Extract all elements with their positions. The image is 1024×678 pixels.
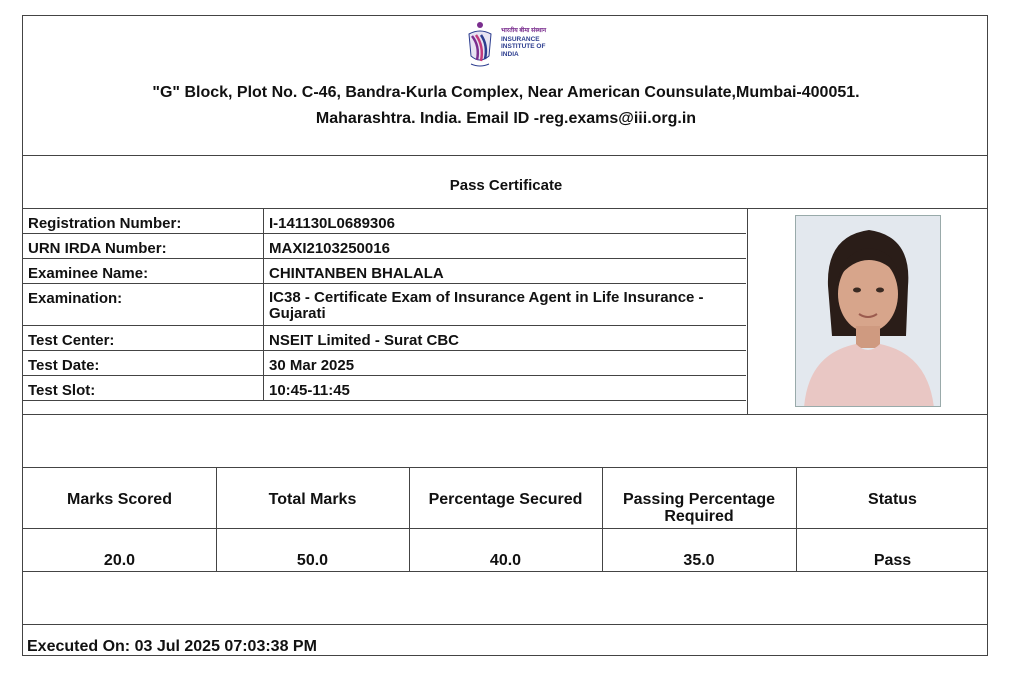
urn-irda-number-value: MAXI2103250016 <box>269 240 390 257</box>
status-value: Pass <box>873 552 912 569</box>
divider <box>23 208 987 209</box>
details-column-divider <box>263 208 264 400</box>
insurance-institute-logo-icon <box>463 20 499 72</box>
examination-value: IC38 - Certificate Exam of Insurance Agent in Life Insurance - Gujarati <box>269 289 704 322</box>
certificate-frame <box>22 15 988 656</box>
logo-hindi: भारतीय बीमा संस्थान <box>501 28 547 34</box>
details-row-divider <box>23 325 746 326</box>
total-marks-value: 50.0 <box>296 552 329 569</box>
examination-label: Examination: <box>28 290 123 307</box>
percentage-secured-value: 40.0 <box>489 552 522 569</box>
marks-scored-header: Marks Scored <box>67 491 172 508</box>
divider <box>23 624 987 625</box>
percentage-secured-header: Percentage Secured <box>428 491 583 508</box>
test-slot-label: Test Slot: <box>28 382 96 399</box>
logo-line-3: INDIA <box>501 50 519 58</box>
marks-scored-value: 20.0 <box>103 552 136 569</box>
details-row-divider <box>23 283 746 284</box>
examinee-portrait-icon <box>796 216 941 407</box>
details-row-divider <box>23 375 746 376</box>
passing-percentage-header: Passing Percentage Required <box>622 491 776 525</box>
examinee-name-label: Examinee Name: <box>28 265 149 282</box>
divider <box>23 414 987 415</box>
test-slot-value: 10:45-11:45 <box>269 382 350 399</box>
address-line-2: Maharashtra. India. Email ID -reg.exams@iii.org.in <box>315 110 697 127</box>
photo-column-divider <box>747 208 748 414</box>
test-date-label: Test Date: <box>28 357 100 374</box>
logo-line-2: INSTITUTE OF <box>501 43 546 50</box>
passing-percentage-value: 35.0 <box>683 552 715 569</box>
divider <box>23 467 987 468</box>
test-date-value: 30 Mar 2025 <box>269 357 355 374</box>
results-row-divider <box>23 528 987 529</box>
status-header: Status <box>868 491 917 508</box>
total-marks-header: Total Marks <box>268 491 357 508</box>
registration-number-value: I-141130L0689306 <box>269 215 395 232</box>
institute-logo <box>463 20 553 72</box>
certificate-title: Pass Certificate <box>449 177 563 194</box>
logo-text <box>501 28 546 58</box>
test-center-value: NSEIT Limited - Surat CBC <box>269 332 460 349</box>
details-row-divider <box>23 350 746 351</box>
registration-number-label: Registration Number: <box>28 215 182 232</box>
address-line-1: "G" Block, Plot No. C-46, Bandra-Kurla Complex, Near American Counsulate,Mumbai-400051. <box>152 84 860 101</box>
test-center-label: Test Center: <box>28 332 115 349</box>
examinee-name-value: CHINTANBEN BHALALA <box>269 265 444 282</box>
urn-irda-number-label: URN IRDA Number: <box>28 240 167 257</box>
details-row-divider <box>23 400 746 401</box>
details-row-divider <box>23 258 746 259</box>
divider <box>23 571 987 572</box>
examinee-photo <box>795 215 941 407</box>
details-row-divider <box>23 233 746 234</box>
divider <box>23 155 987 156</box>
executed-on-text: Executed On: 03 Jul 2025 07:03:38 PM <box>27 638 317 655</box>
logo-line-1: INSURANCE <box>501 35 540 43</box>
